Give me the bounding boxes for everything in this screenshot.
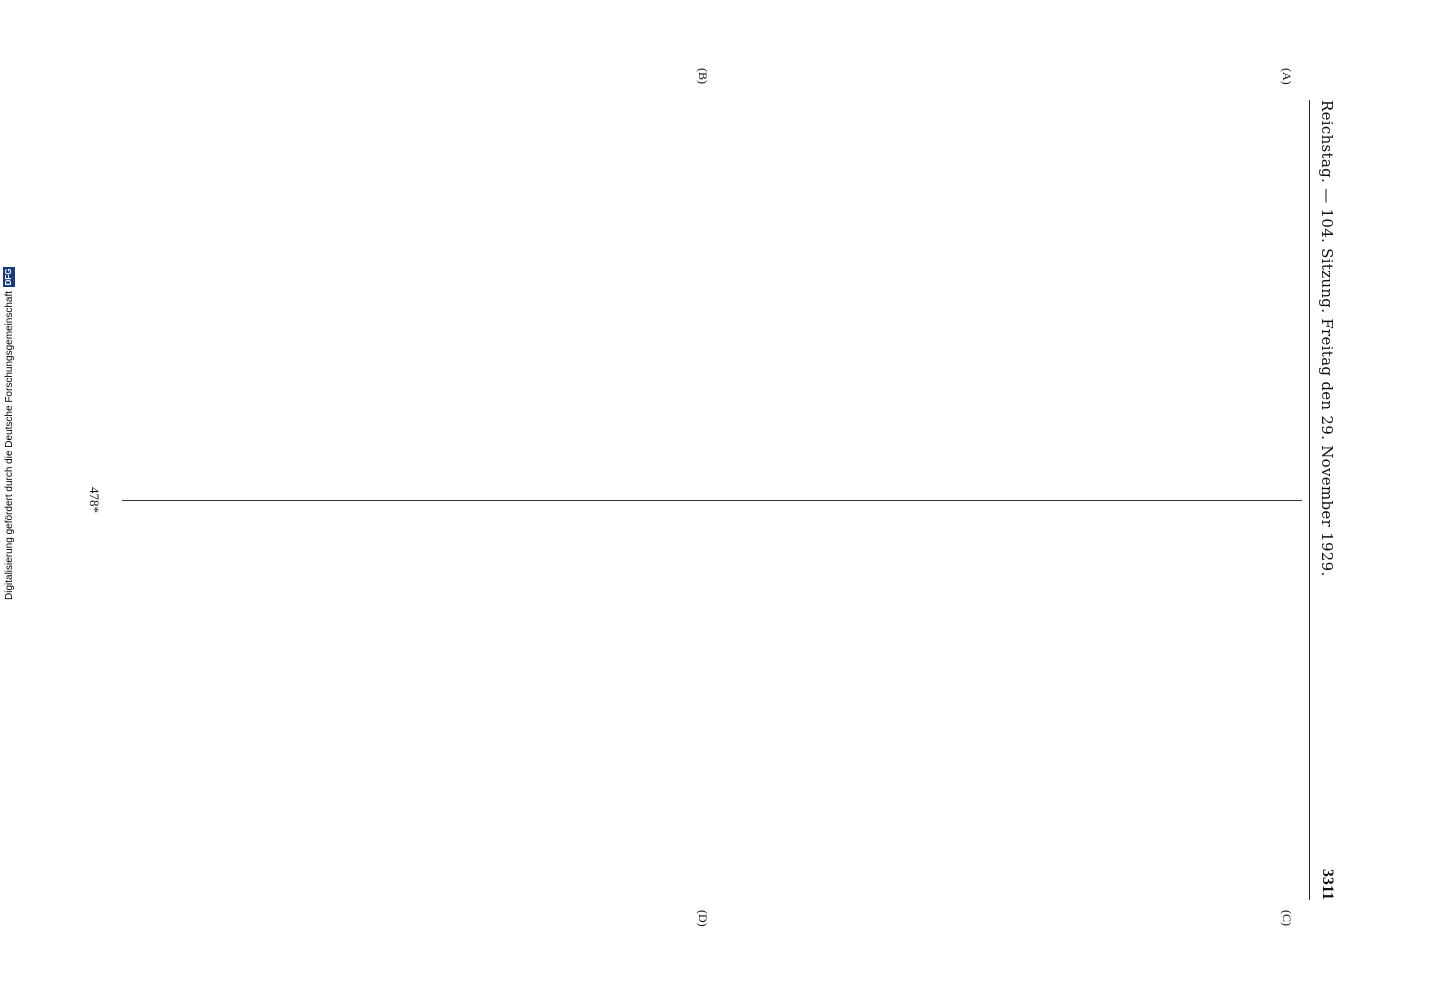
margin-marker-c: (C) [1280, 910, 1294, 926]
column-divider [122, 500, 1302, 501]
page-title: Reichstag. — 104. Sitzung. Freitag den 29. November 1929. [1318, 100, 1336, 577]
page-header [1309, 100, 1340, 900]
page-signature: 478* [87, 487, 102, 513]
dfg-logo: DFG [4, 268, 13, 286]
margin-marker-d: (D) [696, 910, 710, 927]
page-frame [60, 60, 1350, 940]
margin-marker-b: (B) [696, 68, 710, 84]
funding-note [2, 210, 16, 600]
margin-marker-a: (A) [1280, 68, 1294, 85]
text-column-right [122, 512, 1302, 900]
page-number: 3311 [1319, 868, 1336, 900]
document-page [60, 60, 1350, 940]
text-column-left [122, 100, 1302, 488]
funding-note-text: Digitalisierung gefördert durch die Deutsche Forschungsgemeinschaft [3, 290, 15, 600]
